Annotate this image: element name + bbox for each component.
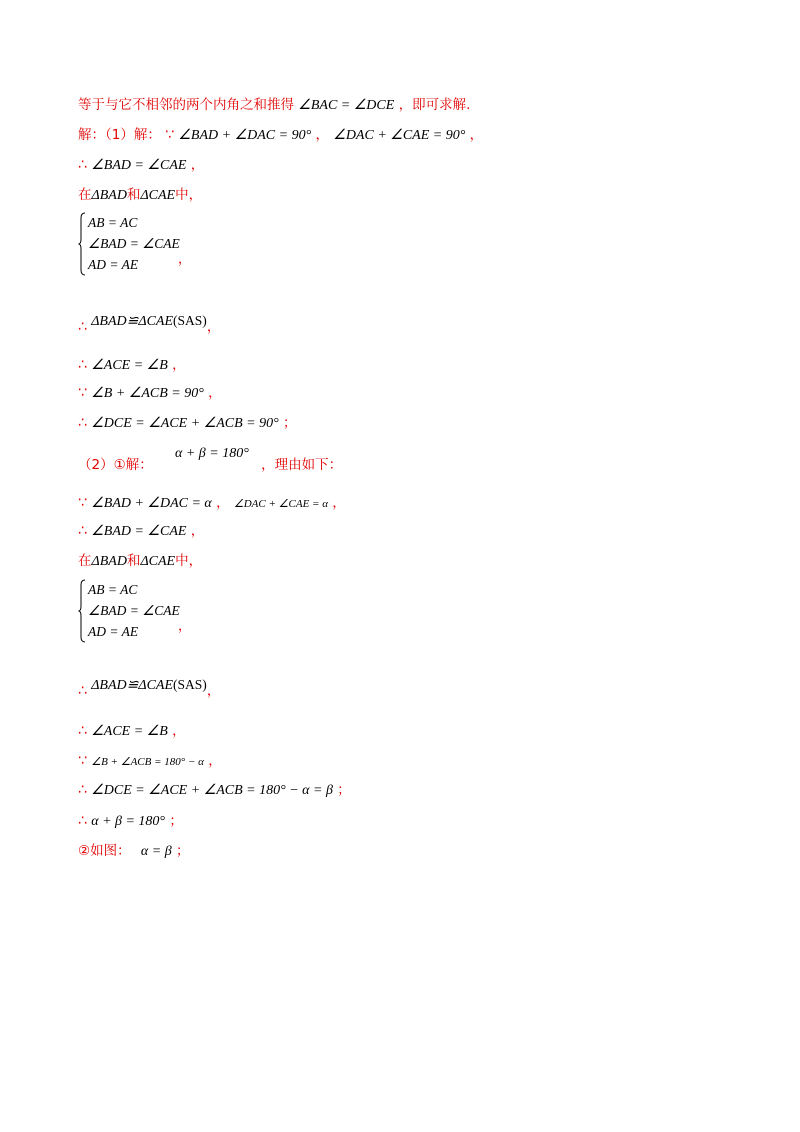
explanation-text: ，理由如下：	[261, 457, 343, 473]
solution-label: （2）①解：	[78, 457, 153, 473]
therefore-symbol: ∴	[78, 782, 87, 798]
therefore-symbol: ∴	[78, 319, 87, 335]
therefore-line	[78, 781, 351, 800]
punctuation: ；	[283, 415, 297, 431]
math-expression: ∠BAD = ∠CAE	[91, 524, 187, 539]
system-row: ∠BAD = ∠CAE	[88, 236, 180, 251]
punctuation: ，	[190, 157, 205, 173]
solution-label: 解：（1）解：	[78, 127, 161, 143]
separator: ，	[315, 127, 329, 143]
math-expression: ∠BAC = ∠DCE	[298, 98, 395, 113]
therefore-line	[78, 722, 186, 741]
therefore-symbol: ∴	[78, 157, 87, 173]
because-line	[78, 494, 346, 513]
math-expression: ∠DAC + ∠CAE = 90°	[333, 128, 466, 143]
system-rows	[88, 212, 180, 275]
congruence-statement: ΔBAD≌ΔCAE	[91, 314, 174, 329]
explanation-line	[78, 96, 470, 115]
congruence-line	[78, 312, 221, 335]
because-symbol: ∵	[78, 385, 87, 401]
because-line	[78, 752, 222, 771]
system-row: AB = AC	[88, 215, 138, 230]
explanation-text-end: ，即可求解.	[398, 97, 471, 113]
punctuation: ；	[175, 843, 190, 859]
therefore-symbol: ∴	[78, 415, 87, 431]
math-expression: ∠ACE = ∠B	[91, 358, 168, 373]
context-text: 中，	[175, 187, 203, 203]
therefore-symbol: ∴	[78, 357, 87, 373]
therefore-symbol: ∴	[78, 683, 87, 699]
system-row: AD = AE	[88, 257, 139, 272]
math-expression: ∠B + ∠ACB = 180° − α	[91, 756, 204, 768]
left-brace-icon	[78, 579, 86, 643]
math-expression: ∠BAD = ∠CAE	[91, 158, 187, 173]
therefore-line	[78, 414, 297, 433]
context-text: 在	[78, 187, 92, 203]
therefore-symbol: ∴	[78, 723, 87, 739]
triangle-name: ΔCAE	[140, 188, 176, 203]
triangle-context-line	[78, 552, 202, 571]
solution-label: ②如图：	[78, 843, 131, 859]
punctuation: ；	[169, 813, 183, 829]
punctuation: ，	[206, 683, 221, 699]
punctuation: ，	[178, 619, 192, 634]
context-text: 在	[78, 553, 92, 569]
punctuation: ，	[208, 385, 222, 401]
congruence-line	[78, 676, 221, 699]
triangle-context-line	[78, 186, 202, 205]
context-text: 中，	[175, 553, 203, 569]
because-line	[78, 384, 222, 403]
context-text: 和	[126, 553, 141, 569]
system-rows	[88, 579, 180, 642]
system-row: ∠BAD = ∠CAE	[88, 603, 180, 618]
therefore-symbol: ∴	[78, 813, 87, 829]
punctuation: ，	[469, 127, 484, 143]
math-expression: ∠BAD + ∠DAC = 90°	[178, 128, 312, 143]
explanation-text: 等于与它不相邻的两个内角之和推得	[78, 97, 294, 113]
congruence-reason: (SAS)	[173, 677, 207, 692]
triangle-name: ΔCAE	[140, 554, 176, 569]
because-symbol: ∵	[78, 753, 87, 769]
system-row: AD = AE	[88, 624, 139, 639]
congruence-statement: ΔBAD≌ΔCAE	[91, 678, 174, 693]
left-brace-icon	[78, 212, 86, 276]
therefore-line	[78, 156, 204, 175]
because-symbol: ∵	[165, 127, 175, 143]
system-row: AB = AC	[88, 582, 138, 597]
math-expression: ∠DCE = ∠ACE + ∠ACB = 90°	[91, 416, 279, 431]
math-expression: α + β = 180°	[175, 446, 249, 461]
punctuation: ，	[172, 357, 186, 373]
punctuation: ；	[337, 782, 351, 798]
math-expression: ∠DAC + ∠CAE = α	[233, 498, 328, 510]
because-symbol: ∵	[78, 495, 87, 511]
math-expression: ∠BAD + ∠DAC = α	[91, 496, 212, 511]
punctuation: ，	[206, 319, 221, 335]
math-expression: α + β = 180°	[91, 814, 166, 829]
therefore-symbol: ∴	[78, 523, 87, 539]
punctuation: ，	[172, 723, 186, 739]
solution-part2-line	[78, 444, 343, 473]
punctuation: ，	[178, 252, 192, 267]
punctuation: ，	[190, 523, 205, 539]
math-expression: α = β	[140, 844, 172, 859]
therefore-line	[78, 522, 204, 541]
separator: ，	[216, 495, 230, 511]
math-expression: ∠ACE = ∠B	[91, 724, 168, 739]
triangle-name: ΔBAD	[91, 188, 127, 203]
punctuation: ，	[208, 753, 222, 769]
triangle-name: ΔBAD	[91, 554, 127, 569]
solution-part2-2-line	[78, 842, 189, 861]
solution-part1-line	[78, 126, 483, 145]
congruence-reason: (SAS)	[173, 313, 207, 328]
math-expression: ∠B + ∠ACB = 90°	[91, 386, 204, 401]
therefore-line	[78, 812, 183, 831]
therefore-line	[78, 356, 186, 375]
math-expression: ∠DCE = ∠ACE + ∠ACB = 180° − α = β	[91, 783, 333, 798]
context-text: 和	[126, 187, 141, 203]
punctuation: ，	[332, 495, 346, 511]
